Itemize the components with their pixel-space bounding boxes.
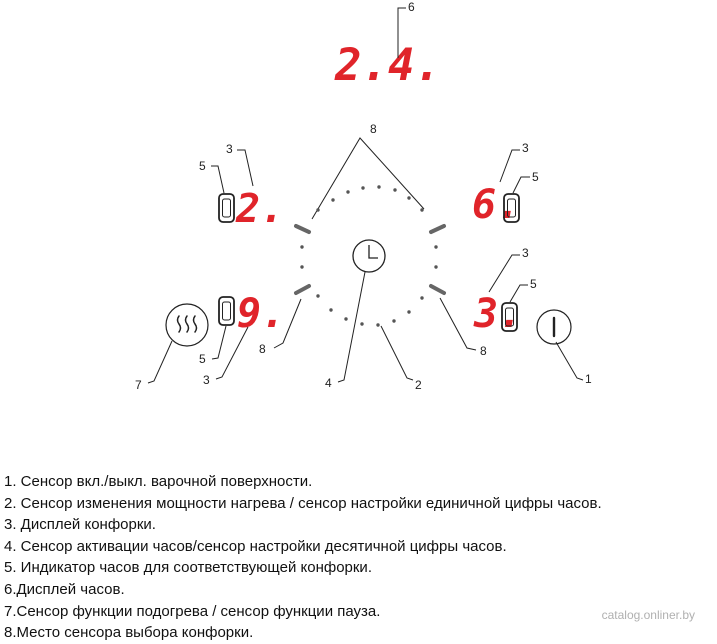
slider-dot[interactable]	[407, 196, 410, 199]
slider-dot[interactable]	[360, 322, 363, 325]
timer-indicator-icon	[219, 297, 234, 325]
zone-select-marker-bottom-right[interactable]	[431, 286, 444, 293]
clock-sensor[interactable]	[353, 240, 385, 272]
slider-dot[interactable]	[434, 265, 437, 268]
callout-line-7	[148, 341, 172, 383]
callout-label-8-right: 8	[480, 344, 487, 358]
callout-label-5-right: 5	[530, 277, 537, 291]
zone-select-marker-top-left[interactable]	[296, 226, 309, 232]
legend-item: 6.Дисплей часов.	[4, 580, 125, 598]
callout-label-8-top: 8	[370, 122, 377, 136]
slider-dot[interactable]	[316, 208, 319, 211]
slider-dot[interactable]	[300, 245, 303, 248]
watermark: catalog.onliner.by	[601, 608, 695, 622]
callout-label-7: 7	[135, 378, 142, 392]
timer-indicator-bottom-left	[219, 297, 234, 325]
slider-dot[interactable]	[407, 310, 410, 313]
legend-item: 1. Сенсор вкл./выкл. варочной поверхности.	[4, 473, 313, 490]
callout-label-5-top-right: 5	[532, 170, 539, 184]
clock-hands	[369, 245, 378, 258]
callout-line-2	[381, 326, 413, 380]
slider-dot[interactable]	[434, 245, 437, 248]
callout-label-8-left: 8	[259, 342, 266, 356]
callout-line-5-bottom-left	[212, 326, 226, 359]
timer-indicator-top-left	[219, 194, 234, 222]
zone-display-top-left: 2.	[236, 186, 285, 232]
slider-dot[interactable]	[329, 308, 332, 311]
legend-item: 5. Индикатор часов для соответствующей конфорки.	[4, 559, 372, 577]
slider-dot[interactable]	[361, 186, 364, 189]
callout-line-1	[556, 342, 583, 380]
slider-dot[interactable]	[393, 188, 396, 191]
callout-line-4	[338, 272, 365, 382]
callout-line-8-top	[312, 138, 424, 219]
callout-label-4: 4	[325, 376, 332, 390]
zone-display-top-right: 6.	[472, 182, 521, 228]
clock-display: 2.4.	[335, 40, 441, 91]
timer-indicator-icon	[219, 194, 234, 222]
callout-label-5-top-left: 5	[199, 159, 206, 173]
zone-display-bottom-left: 9.	[237, 291, 286, 337]
zone-select-marker-top-right[interactable]	[431, 226, 444, 232]
zone-select-marker-bottom-left[interactable]	[296, 286, 309, 293]
slider-dot[interactable]	[344, 317, 347, 320]
callout-line-3-top-left	[237, 150, 253, 186]
timer-indicator-inner	[223, 199, 231, 217]
callout-label-3-top-right: 3	[522, 141, 529, 155]
slider-dot[interactable]	[316, 294, 319, 297]
legend-item: 8.Место сенсора выбора конфорки.	[4, 624, 254, 642]
slider-dot[interactable]	[300, 265, 303, 268]
callout-line-3-right	[489, 255, 520, 292]
callout-line-8-right	[440, 298, 476, 350]
callout-label-5-bottom-left: 5	[199, 352, 206, 366]
legend-item: 3. Дисплей конфорки.	[4, 516, 156, 534]
slider-dot[interactable]	[376, 323, 379, 326]
callout-label-3-bottom-left: 3	[203, 373, 210, 387]
warming-sensor[interactable]	[166, 304, 208, 346]
callout-label-3-right: 3	[522, 246, 529, 260]
callout-label-2: 2	[415, 378, 422, 392]
slider-dot[interactable]	[377, 185, 380, 188]
slider-dot[interactable]	[331, 198, 334, 201]
callout-label-6: 6	[408, 0, 415, 14]
zone-display-bottom-right: 3.	[474, 291, 523, 337]
timer-indicator-inner	[223, 302, 231, 320]
slider-dot[interactable]	[392, 319, 395, 322]
callout-line-5-top-left	[211, 166, 224, 193]
legend-item: 2. Сенсор изменения мощности нагрева / сенсор настройки единичной цифры часов.	[4, 494, 602, 512]
legend-item: 4. Сенсор активации часов/сенсор настройки десятичной цифры часов.	[4, 537, 507, 555]
heat-waves-icon	[178, 316, 197, 332]
callout-line-3-top-right	[500, 150, 520, 182]
slider-dot[interactable]	[420, 208, 423, 211]
power-sensor[interactable]	[537, 310, 571, 344]
legend-item: 7.Сенсор функции подогрева / сенсор функции пауза.	[4, 602, 381, 620]
slider-dot[interactable]	[346, 190, 349, 193]
callout-label-1: 1	[585, 372, 592, 386]
slider-dot[interactable]	[420, 296, 423, 299]
callout-label-3-top-left: 3	[226, 142, 233, 156]
